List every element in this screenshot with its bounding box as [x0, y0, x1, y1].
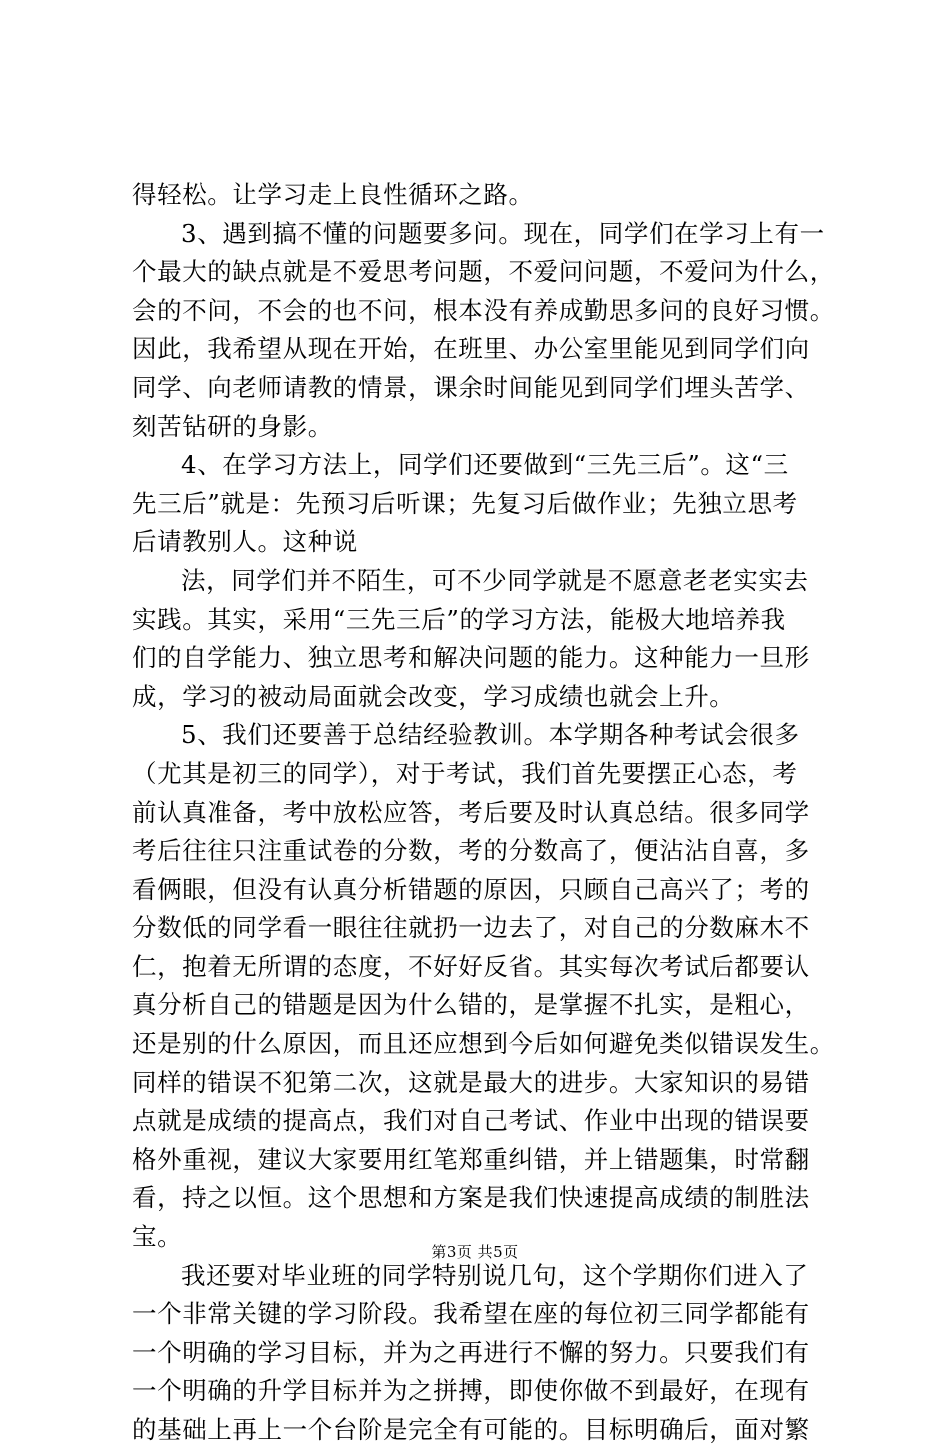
text-line: 同学、向老师请教的情景，课余时间能见到同学们埋头苦学、	[132, 372, 810, 402]
text-line: 因此，我希望从现在开始，在班里、办公室里能见到同学们向	[132, 334, 810, 364]
text-line: 的基础上再上一个台阶是完全有可能的。目标明确后，面对繁	[132, 1415, 810, 1444]
page-number-footer: 第3页 共5页	[431, 1243, 519, 1261]
text-line: 4、在学习方法上，同学们还要做到“三先三后”。这“三	[181, 450, 789, 480]
text-line: 后请教别人。这种说	[132, 527, 358, 557]
text-line: 一个明确的学习目标，并为之再进行不懈的努力。只要我们有	[132, 1337, 810, 1367]
text-line: 看俩眼，但没有认真分析错题的原因，只顾自己高兴了；考的	[132, 874, 810, 904]
text-line: （尤其是初三的同学），对于考试，我们首先要摆正心态，考	[132, 758, 798, 788]
text-line: 成，学习的被动局面就会改变，学习成绩也就会上升。	[132, 681, 735, 711]
text-line: 会的不问，不会的也不问，根本没有养成勤思多问的良好习惯。	[132, 295, 835, 325]
text-line: 一个非常关键的学习阶段。我希望在座的每位初三同学都能有	[132, 1299, 810, 1329]
text-line: 得轻松。让学习走上良性循环之路。	[132, 180, 534, 209]
text-line: 们的自学能力、独立思考和解决问题的能力。这种能力一旦形	[132, 643, 810, 673]
text-line: 前认真准备，考中放松应答，考后要及时认真总结。很多同学	[132, 797, 810, 827]
text-line: 先三后”就是：先预习后听课；先复习后做作业；先独立思考	[132, 488, 798, 518]
text-line: 实践。其实，采用“三先三后”的学习方法，能极大地培养我	[132, 604, 786, 634]
text-line: 一个明确的升学目标并为之拼搏，即使你做不到最好，在现有	[132, 1376, 810, 1406]
text-line: 考后往往只注重试卷的分数，考的分数高了，便沾沾自喜，多	[132, 836, 810, 866]
text-line: 刻苦钻研的身影。	[132, 411, 333, 441]
text-line: 5、我们还要善于总结经验教训。本学期各种考试会很多	[181, 720, 800, 750]
text-line: 同样的错误不犯第二次，这就是最大的进步。大家知识的易错	[132, 1067, 810, 1097]
text-line: 宝。	[132, 1222, 183, 1252]
text-line: 格外重视，建议大家要用红笔郑重纠错，并上错题集，时常翻	[132, 1144, 810, 1174]
text-line: 法，同学们并不陌生，可不少同学就是不愿意老老实实去	[181, 565, 809, 595]
text-line: 真分析自己的错题是因为什么错的，是掌握不扎实，是粗心，	[132, 990, 810, 1020]
text-line: 个最大的缺点就是不爱思考问题，不爱问问题，不爱问为什么，	[132, 257, 835, 287]
text-line: 分数低的同学看一眼往往就扔一边去了，对自己的分数麻木不	[132, 913, 810, 943]
text-line: 点就是成绩的提高点，我们对自己考试、作业中出现的错误要	[132, 1106, 810, 1136]
text-line: 我还要对毕业班的同学特别说几句，这个学期你们进入了	[181, 1260, 809, 1290]
text-line: 3、遇到搞不懂的问题要多问。现在，同学们在学习上有一	[181, 218, 825, 248]
text-line: 看，持之以恒。这个思想和方案是我们快速提高成绩的制胜法	[132, 1183, 810, 1213]
text-line: 还是别的什么原因，而且还应想到今后如何避免类似错误发生。	[132, 1029, 835, 1059]
text-line: 仁，抱着无所谓的态度，不好好反省。其实每次考试后都要认	[132, 951, 810, 981]
